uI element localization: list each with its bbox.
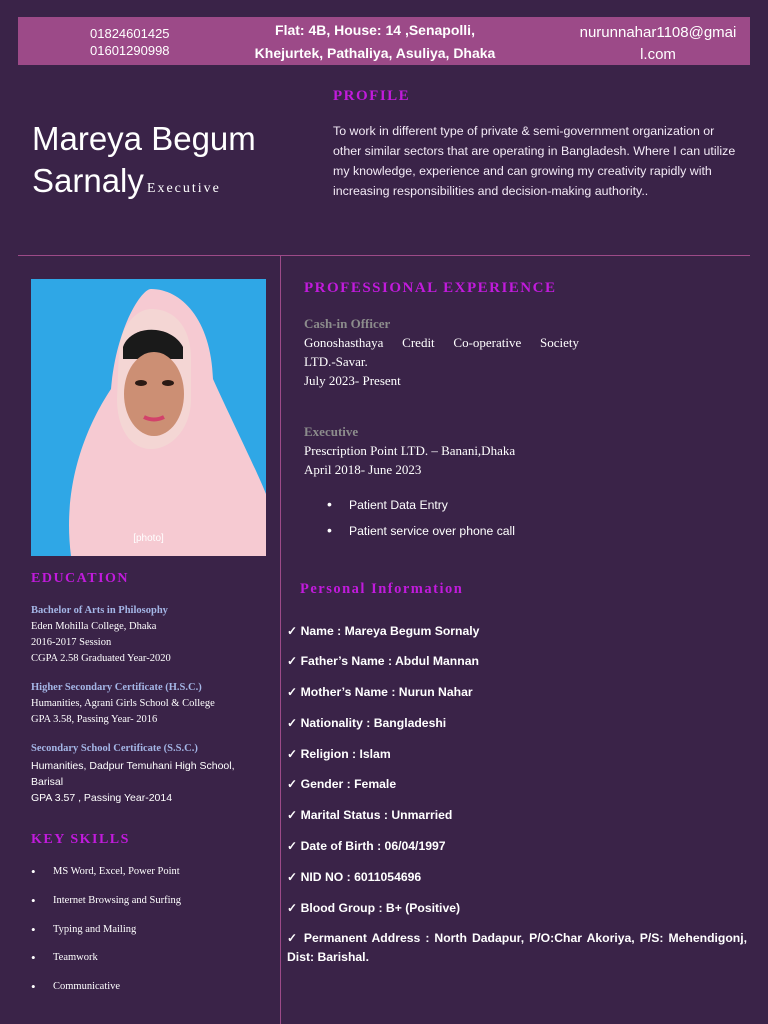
education-item [31,603,271,667]
experience-heading: PROFESSIONAL EXPERIENCE [304,280,557,296]
education-degree: Higher Secondary Certificate (H.S.C.) [31,682,202,693]
skills-heading: KEY SKILLS [31,832,130,847]
education-degree: Secondary School Certificate (S.S.C.) [31,743,198,754]
phone-secondary: 01601290998 [90,43,170,58]
job-title: Executive [304,424,359,439]
address [240,19,510,65]
personal-info-item: ✓ Blood Group : B+ (Positive) [287,901,461,915]
profile-heading: PROFILE [333,88,411,104]
personal-info-item: ✓ Marital Status : Unmarried [287,808,453,822]
task-item: • Patient service over phone call [327,522,515,548]
education-heading: EDUCATION [31,571,130,586]
profile-text: To work in different type of private & semi-government organization or other similar sectors that are operating in Bangladesh. Where I can utilize my knowledge, experience and can growing my creativity rapidly with increasing responsibilities and decision-making authority.. [333,124,736,198]
skill-item: • Teamwork [31,950,181,979]
task-item: • Patient Data Entry [327,496,515,522]
education-line: GPA 3.58, Passing Year- 2016 [31,714,158,725]
personal-info-item: ✓ Date of Birth : 06/04/1997 [287,839,446,853]
portrait-illustration [31,279,266,556]
personal-info-item: ✓ Gender : Female [287,777,397,791]
job-organization-cont: LTD.-Savar. [304,354,368,369]
job-organization: Gonoshasthaya Credit Co-operative Society [304,335,579,350]
email-address: nurunnahar1108@gmail.com [579,24,737,63]
personal-info-item: ✓ Permanent Address : North Dadapur, P/O:Char Akoriya, P/S: Mehendigonj, Dist: Barishal. [287,931,747,964]
task-list [327,496,515,548]
name-line-2: Sarnaly [32,162,144,199]
divider-horizontal [18,255,750,256]
personal-info-item: ✓ Father’s Name : Abdul Mannan [287,654,479,668]
job-entry [304,314,579,390]
skills-list [31,864,181,1008]
education-item [31,680,271,728]
personal-info-item: ✓ NID NO : 6011054696 [287,870,422,884]
education-line: Humanities, Agrani Girls School & College [31,698,215,709]
phone-primary: 01824601425 [90,26,170,41]
education-line: Eden Mohilla College, Dhaka [31,621,157,632]
address-line-1: Flat: 4B, House: 14 ,Senapolli, [275,22,475,38]
applicant-name [32,118,256,210]
personal-info-item: ✓ Nationality : Bangladeshi [287,716,447,730]
education-item [31,741,271,806]
education-line: GPA 3.57 , Passing Year-2014 [31,792,173,804]
job-title: Cash-in Officer [304,316,391,331]
skill-item: • Internet Browsing and Surfing [31,893,181,922]
personal-info-item: ✓ Religion : Islam [287,747,391,761]
job-role: Executive [146,181,221,196]
phone-numbers [90,25,170,59]
skill-item: • Communicative [31,979,181,1008]
skill-item: • Typing and Mailing [31,922,181,951]
profile-photo [31,279,266,556]
divider-vertical [280,256,281,1024]
name-line-1: Mareya Begum [32,120,256,157]
job-organization: Prescription Point LTD. – Banani,Dhaka [304,443,516,458]
job-entry [304,422,579,479]
job-period: July 2023- Present [304,373,401,388]
personal-info-item: ✓ Mother’s Name : Nurun Nahar [287,685,473,699]
education-line: 2016-2017 Session [31,637,112,648]
address-line-2: Khejurtek, Pathaliya, Asuliya, Dhaka [254,45,496,61]
personal-info-item: ✓ Name : Mareya Begum Sornaly [287,624,480,638]
personal-info-heading: Personal Information [300,581,464,597]
photo-placeholder-label: [photo] [133,533,164,544]
education-degree: Bachelor of Arts in Philosophy [31,605,168,616]
education-line: Humanities, Dadpur Temuhani High School, Barisal [31,760,235,788]
skill-item: • MS Word, Excel, Power Point [31,864,181,893]
job-period: April 2018- June 2023 [304,462,422,477]
education-line: CGPA 2.58 Graduated Year-2020 [31,653,171,664]
